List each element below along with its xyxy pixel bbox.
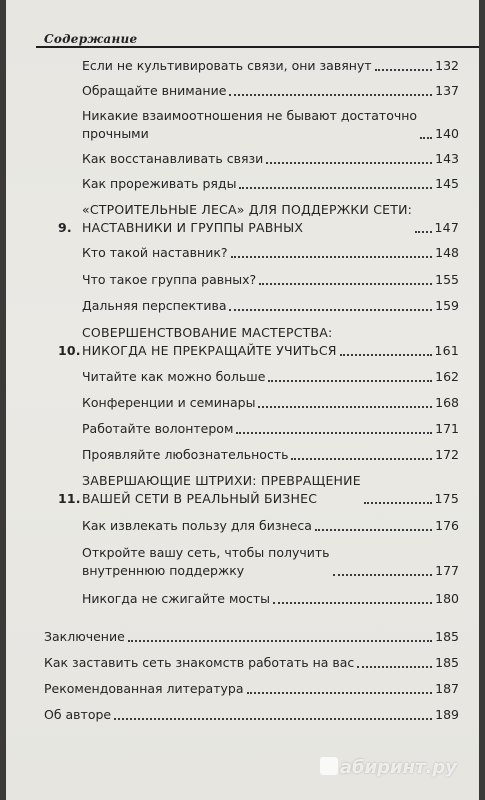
toc-entry-page: 155 xyxy=(435,272,459,287)
header-rule xyxy=(36,46,479,48)
toc-entry-page: 140 xyxy=(435,126,459,141)
leader-dots xyxy=(364,502,432,504)
leader-dots xyxy=(375,69,433,71)
leader-dots xyxy=(340,354,432,356)
toc-entry-page: 162 xyxy=(435,369,459,384)
leader-dots xyxy=(229,94,432,96)
toc-entry-page: 180 xyxy=(435,591,459,606)
toc-entry xyxy=(82,150,459,168)
leader-dots xyxy=(415,231,431,233)
toc-entry-title: Читайте как можно больше xyxy=(82,369,266,384)
toc-entry-title: Кто такой наставник? xyxy=(82,245,228,260)
toc-entry-title: Как заставить сеть знакомств работать на вас xyxy=(44,655,355,670)
toc-chapter xyxy=(58,201,459,237)
leader-dots xyxy=(236,432,432,434)
toc-chapter-title: «СТРОИТЕЛЬНЫЕ ЛЕСА» ДЛЯ ПОДДЕРЖКИ СЕТИ: НАСТАВНИКИ И ГРУППЫ РАВНЫХ xyxy=(82,202,413,235)
leader-dots xyxy=(239,187,432,189)
leader-dots xyxy=(258,406,432,408)
toc-entry xyxy=(82,244,459,262)
toc-entry-page: 161 xyxy=(434,343,459,358)
toc-entry-title: Как восстанавливать связи xyxy=(82,151,264,166)
toc-entry-page: 168 xyxy=(435,395,459,410)
toc-entry-title: Заключение xyxy=(44,629,125,644)
toc-entry xyxy=(82,446,459,464)
toc-entry-page: 176 xyxy=(435,518,459,533)
toc-entry xyxy=(82,175,459,193)
toc-entry xyxy=(82,590,459,608)
toc-entry-page: 148 xyxy=(435,245,459,260)
toc-chapter-title: СОВЕРШЕНСТВОВАНИЕ МАСТЕРСТВА: НИКОГДА НЕ ПРЕКРАЩАЙТЕ УЧИТЬСЯ xyxy=(82,325,337,358)
leader-dots xyxy=(268,380,432,382)
toc-entry-page: 172 xyxy=(435,447,459,462)
leader-dots xyxy=(128,640,432,642)
toc-entry-page: 147 xyxy=(434,220,459,235)
running-header: Содержание xyxy=(44,32,138,46)
toc-entry xyxy=(82,544,459,580)
watermark-logo-icon xyxy=(320,757,338,775)
book-page xyxy=(6,0,479,800)
toc-entry xyxy=(82,82,459,100)
toc-entry-title: Если не культивировать связи, они завянут xyxy=(82,58,372,73)
toc-entry-page: 132 xyxy=(435,58,459,73)
toc-entry-page: 171 xyxy=(435,421,459,436)
toc-entry-title: Обращайте внимание xyxy=(82,83,227,98)
toc-entry xyxy=(82,368,459,386)
toc-entry-title: Конференции и семинары xyxy=(82,395,256,410)
leader-dots xyxy=(357,666,432,668)
toc-entry-page: 187 xyxy=(435,681,459,696)
toc-entry xyxy=(82,420,459,438)
toc-entry-page: 143 xyxy=(435,151,459,166)
leader-dots xyxy=(315,529,432,531)
chapter-number: 11. xyxy=(58,491,81,506)
leader-dots xyxy=(273,602,432,604)
toc-entry xyxy=(82,297,459,315)
toc-entry xyxy=(44,680,459,698)
toc-entry xyxy=(82,271,459,289)
toc-entry-page: 177 xyxy=(435,563,459,578)
toc-chapter xyxy=(58,324,459,360)
toc-entry-title: Работайте волонтером xyxy=(82,421,234,436)
toc-entry xyxy=(44,706,459,724)
toc-entry-page: 175 xyxy=(434,491,459,506)
chapter-number: 9. xyxy=(58,220,72,235)
toc-entry-page: 137 xyxy=(435,83,459,98)
toc-entry-title: Дальняя перспектива xyxy=(82,298,227,313)
toc-entry-title: Как прореживать ряды xyxy=(82,176,237,191)
watermark-text: абиринт.ру xyxy=(339,757,457,778)
toc-entry-page: 145 xyxy=(435,176,459,191)
toc-entry-title: Рекомендованная литература xyxy=(44,681,244,696)
toc-entry-title: Никогда не сжигайте мосты xyxy=(82,591,271,606)
toc-entry xyxy=(82,517,459,535)
toc-entry-title: Никакие взаимоотношения не бывают достаточно прочными xyxy=(82,108,418,141)
leader-dots xyxy=(229,309,432,311)
toc-entry-title: Как извлекать пользу для бизнеса xyxy=(82,518,312,533)
chapter-number: 10. xyxy=(58,343,81,358)
toc-entry-page: 185 xyxy=(435,655,459,670)
toc-entry xyxy=(44,654,459,672)
leader-dots xyxy=(333,574,433,576)
toc-entry-page: 189 xyxy=(435,707,459,722)
leader-dots xyxy=(266,162,432,164)
toc-entry xyxy=(44,628,459,646)
toc-entry-title: Об авторе xyxy=(44,707,112,722)
leader-dots xyxy=(231,256,433,258)
toc-entry-page: 185 xyxy=(435,629,459,644)
leader-dots xyxy=(259,283,432,285)
toc-chapter xyxy=(58,472,459,508)
toc-entry-title: Откройте вашу сеть, чтобы получить внутреннюю поддержку xyxy=(82,545,330,578)
toc-entry xyxy=(82,107,459,143)
leader-dots xyxy=(420,137,432,139)
leader-dots xyxy=(291,458,432,460)
leader-dots xyxy=(114,718,432,720)
toc-entry xyxy=(82,394,459,412)
toc-entry-title: Проявляйте любознательность xyxy=(82,447,289,462)
toc-chapter-title: ЗАВЕРШАЮЩИЕ ШТРИХИ: ПРЕВРАЩЕНИЕ ВАШЕЙ СЕТИ В РЕАЛЬНЫЙ БИЗНЕС xyxy=(82,473,361,506)
leader-dots xyxy=(247,692,433,694)
watermark xyxy=(320,757,457,778)
toc-entry-title: Что такое группа равных? xyxy=(82,272,257,287)
toc-entry-page: 159 xyxy=(435,298,459,313)
toc-entry xyxy=(82,57,459,75)
